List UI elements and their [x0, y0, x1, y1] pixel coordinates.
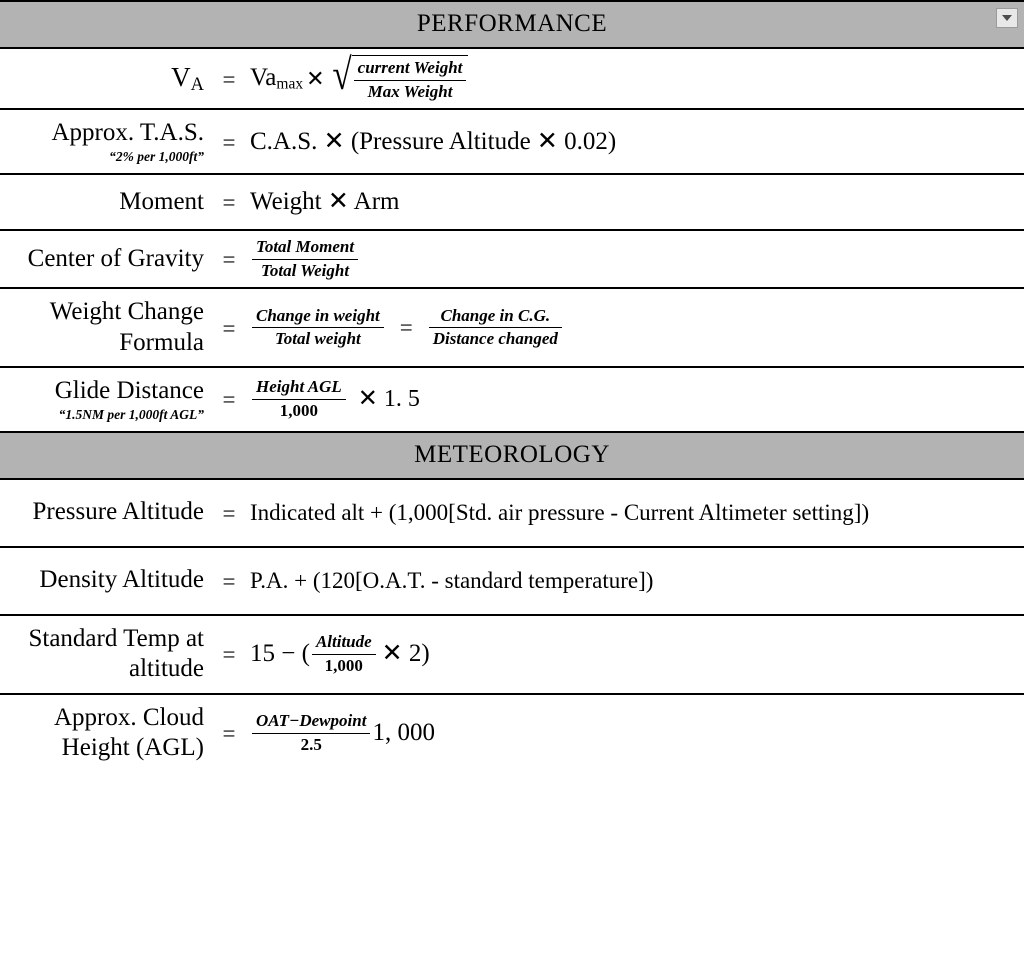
fraction	[252, 237, 358, 281]
row-expression: C.A.S. ✕ (Pressure Altitude ✕ 0.02)	[250, 127, 617, 155]
table-row	[0, 175, 1024, 231]
section-header-meteorology: METEOROLOGY	[0, 433, 1024, 480]
row-label	[0, 480, 212, 546]
fraction-numerator: Altitude	[312, 632, 376, 655]
fraction-numerator: Change in C.G.	[429, 306, 562, 329]
fraction-denominator: 1,000	[324, 655, 363, 675]
row-expression: Indicated alt + (1,000[Std. air pressure - Current Altimeter setting])	[250, 499, 870, 525]
fraction	[252, 377, 346, 421]
equals-sign: =	[222, 642, 236, 668]
scrollbar-down-arrow[interactable]	[996, 8, 1018, 28]
expr-va-max	[250, 63, 303, 94]
row-label	[0, 231, 212, 287]
expr-tail: ✕ 1. 5	[357, 386, 420, 413]
table-row	[0, 368, 1024, 432]
radical-icon: √	[331, 50, 352, 99]
expr-subscript: max	[276, 75, 304, 93]
fraction	[312, 632, 376, 676]
row-expression: P.A. + (120[O.A.T. - standard temperature])	[250, 567, 654, 593]
row-label	[0, 49, 212, 108]
fraction-denominator: 1,000	[279, 400, 319, 420]
row-label-note: “1.5NM per 1,000ft AGL”	[58, 406, 204, 422]
equals-sign: =	[222, 129, 236, 155]
fraction-denominator: Max Weight	[367, 81, 453, 101]
table-row	[0, 616, 1024, 695]
table-row	[0, 289, 1024, 368]
fraction-denominator: Total weight	[274, 329, 361, 349]
table-row	[0, 49, 1024, 110]
row-label-text: Glide Distance	[54, 377, 204, 405]
fraction	[429, 306, 562, 350]
row-label	[0, 289, 212, 366]
row-label-text: Weight Change Formula	[49, 298, 204, 356]
row-label-subscript: A	[190, 74, 204, 95]
row-expression	[246, 231, 1024, 287]
row-expression	[246, 289, 1024, 366]
row-label	[0, 616, 212, 693]
row-expression: Weight ✕ Arm	[250, 187, 400, 215]
equals-sign: =	[222, 568, 236, 594]
equals-sign: =	[222, 247, 236, 273]
equals-sign: =	[222, 315, 236, 341]
expr-lead: 15 − (	[250, 640, 310, 668]
table-row	[0, 480, 1024, 548]
row-expression	[246, 368, 1024, 430]
row-expression	[246, 616, 1024, 693]
table-row	[0, 110, 1024, 174]
fraction	[354, 58, 467, 102]
row-expression	[246, 49, 1024, 108]
fraction	[252, 306, 384, 350]
fraction-numerator: OAT−Dewpoint	[252, 711, 370, 734]
equals-sign-inline: =	[399, 314, 413, 340]
row-label-text: Center of Gravity	[27, 244, 204, 272]
equals-sign: =	[222, 721, 236, 747]
fraction	[252, 711, 370, 755]
expr-text: Va	[250, 64, 277, 92]
row-label-text: Standard Temp at altitude	[28, 624, 204, 683]
row-label-text: V	[171, 61, 191, 92]
chevron-down-icon	[1002, 15, 1012, 21]
section-header-performance: PERFORMANCE	[0, 2, 1024, 49]
table-row	[0, 231, 1024, 289]
row-label-text: Density Altitude	[39, 566, 204, 594]
square-root	[330, 50, 469, 102]
row-label-text: Pressure Altitude	[32, 498, 204, 526]
expr-tail: ✕ 2)	[381, 640, 430, 668]
fraction-denominator: Distance changed	[432, 329, 558, 349]
row-label-text: Moment	[119, 187, 204, 215]
row-label-text: Approx. T.A.S.	[51, 119, 204, 147]
fraction-denominator: 2.5	[300, 734, 322, 754]
fraction-numerator: Change in weight	[252, 306, 384, 329]
fraction-numerator: Height AGL	[252, 377, 346, 400]
radicand	[352, 55, 469, 102]
expr-tail: 1, 000	[372, 719, 435, 747]
table-row	[0, 695, 1024, 772]
row-label	[0, 368, 212, 430]
fraction-numerator: Total Moment	[252, 237, 358, 260]
row-label	[0, 695, 212, 772]
row-label	[0, 548, 212, 614]
table-row	[0, 548, 1024, 616]
equals-sign: =	[222, 189, 236, 215]
fraction-numerator: current Weight	[354, 58, 467, 81]
equals-sign: =	[222, 387, 236, 413]
row-label	[0, 175, 212, 229]
multiply-sign: ✕	[306, 65, 325, 91]
row-label-text: Approx. Cloud Height (AGL)	[54, 703, 204, 762]
row-label-note: “2% per 1,000ft”	[109, 148, 204, 164]
fraction-denominator: Total Weight	[261, 260, 350, 280]
row-label	[0, 110, 212, 172]
equals-sign: =	[222, 500, 236, 526]
equals-sign: =	[222, 66, 236, 92]
row-expression	[246, 695, 1024, 772]
